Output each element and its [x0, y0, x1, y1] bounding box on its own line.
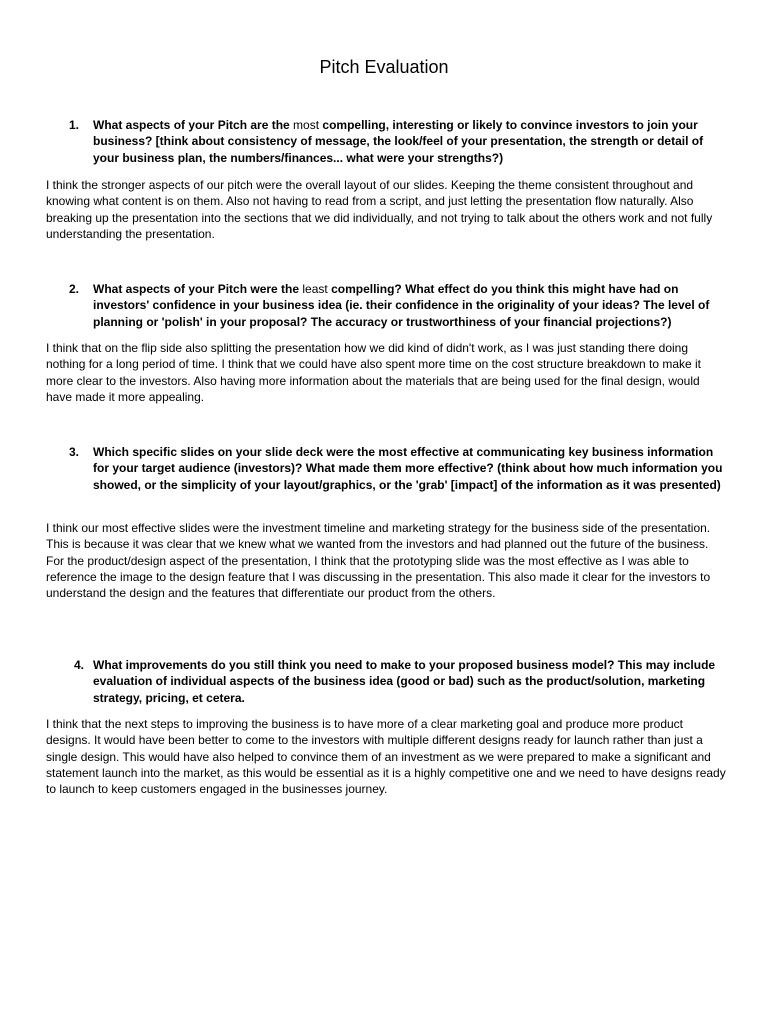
- document-title: Pitch Evaluation: [319, 57, 449, 77]
- question-emphasis: most: [293, 118, 320, 132]
- answer-4: I think that the next steps to improving the business is to have more of a clear marketing goal and produce more product designs. It would have been better to come to the investors with multiple different designs ready for launch rather than just a single design. This would have also helped to convince them of an investment as we were prepared to make a significant and statement launch into the market, as this would be essential as it is a highly competitive one and we need to have designs ready to launch to keep customers engaged in the businesses journey.: [46, 717, 726, 797]
- question-text: [93, 117, 729, 166]
- question-2: [69, 281, 729, 330]
- question-text: [93, 657, 729, 706]
- question-text: [93, 444, 729, 493]
- question-3: [69, 444, 729, 493]
- question-text-part: What improvements do you still think you need to make to your proposed business model? This may include evaluation of individual aspects of the business idea (good or bad) such as the product/solution, marketing strategy, pricing, et cetera.: [93, 658, 716, 705]
- question-text: [93, 281, 729, 330]
- question-number: 3.: [69, 445, 80, 459]
- question-text-part: compelling, interesting or likely to convince investors to join your business? [think about consistency of message, the look/feel of your presentation, the strength or detail of your business plan, the numbers/finances... what were your strengths?): [93, 118, 704, 165]
- question-4: [74, 657, 729, 706]
- question-text-part: Which specific slides on your slide deck were the most effective at communicating key business information for your target audience (investors)? What made them more effective? (think about how much information you showed, or the simplicity of your layout/graphics, or the 'grab' [impact] of the information as it was presented): [93, 445, 723, 492]
- question-number: 1.: [69, 118, 80, 132]
- answer-3: I think our most effective slides were the investment timeline and marketing strategy for the business side of the presentation. This is because it was clear that we knew what we wanted from the investors and had planned out the future of the business. For the product/design aspect of the presentation, I think that the prototyping slide was the most effective as I was able to reference the image to the design feature that I was discussing in the presentation. This also made it clear for the investors to understand the design and the features that differentiate our product from the others.: [46, 521, 711, 601]
- question-number: 4.: [74, 658, 85, 672]
- answer-2: I think that on the flip side also splitting the presentation how we did kind of didn't work, as I was just standing there doing nothing for a long period of time. I think that we could have also spent more time on the cost structure breakdown to make it more clear to the investors. Also having more information about the materials that are being used for the final design, would have made it more appealing.: [46, 341, 702, 404]
- question-1: [69, 117, 729, 166]
- question-text-part: What aspects of your Pitch were the: [93, 282, 303, 296]
- question-text-part: compelling? What effect do you think this might have had on investors' confidence in your business idea (ie. their confidence in the originality of your ideas? The level of planning or 'polish' in your proposal? The accuracy or trustworthiness of your financial projections?): [93, 282, 710, 329]
- question-text-part: What aspects of your Pitch are the: [93, 118, 294, 132]
- answer-1: I think the stronger aspects of our pitch were the overall layout of our slides. Keeping the theme consistent throughout and knowing what content is on them. Also not having to read from a script, and just letting the presentation flow naturally. Also breaking up the presentation into the sections that we did individually, and not trying to talk about the others work and not fully understanding the presentation.: [46, 178, 713, 241]
- question-number: 2.: [69, 282, 80, 296]
- question-emphasis: least: [302, 282, 328, 296]
